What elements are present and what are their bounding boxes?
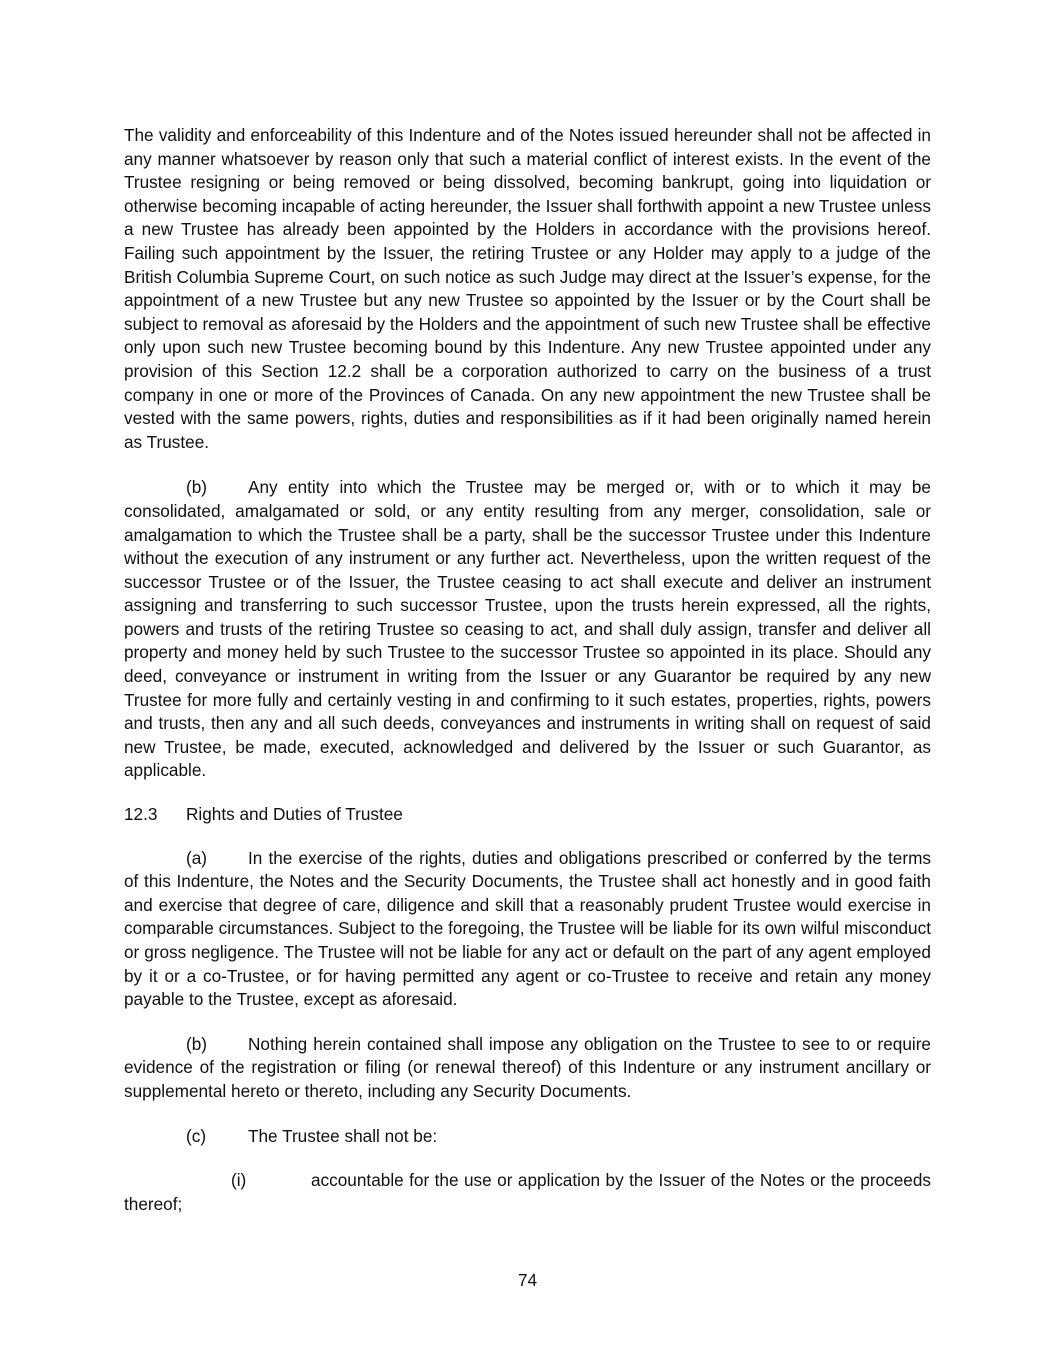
paragraph-label: (c) (186, 1125, 207, 1146)
paragraph-text: Any entity into which the Trustee may be merged or, with or to which it may be consolidated, amalgamated or sold, or any entity resulting from any merger, consolidation, sale or amalgamation to which the Trustee shall be a party, shall be the successor Trustee under this Indenture without the execution of any instrument or any further act. Nevertheless, upon the written request of the successor Trustee or of the Issuer, the Trustee ceasing to act shall execute and deliver an instrument assigning and transferring to such successor Trustee, upon the trusts herein expressed, all the rights, powers and trusts of the retiring Trustee so ceasing to act, and shall duly assign, transfer and deliver all property and money held by such Trustee to the successor Trustee so appointed in its place. Should any deed, conveyance or instrument in writing from the Issuer or any Guarantor be required by any new Trustee for more fully and certainly vesting in and confirming to it such estates, properties, rights, powers and trusts, then any and all such deeds, conveyances and instruments in writing shall on request of said new Trustee, be made, executed, acknowledged and delivered by the Issuer or such Guarantor, as applicable. (124, 477, 931, 781)
paragraph-label: (b) (186, 1033, 208, 1054)
page-number: 74 (517, 1270, 538, 1290)
paragraph-label: (b) (186, 477, 208, 498)
paragraph-trustee-replacement: The validity and enforceability of this Indenture and of the Notes issued hereunder shall not be affected in any manner whatsoever by reason only that such a material conflict of interest exists. In the event of the Trustee resigning or being removed or being dissolved, becoming bankrupt, going into liquidation or otherwise becoming incapable of acting hereunder, the Issuer shall forthwith appoint a new Trustee unless a new Trustee has already been appointed by the Holders in accordance with the provisions hereof. Failing such appointment by the Issuer, the retiring Trustee or any Holder may apply to a judge of the British Columbia Supreme Court, on such notice as such Judge may direct at the Issuer’s expense, for the appointment of a new Trustee but any new Trustee so appointed by the Issuer or by the Court shall be subject to removal as aforesaid by the Holders and the appointment of such new Trustee shall be effective only upon such new Trustee becoming bound by this Indenture. Any new Trustee appointed under any provision of this Section 12.2 shall be a corporation authorized to carry on the business of a trust company in one or more of the Provinces of Canada. On any new appointment the new Trustee shall be vested with the same powers, rights, duties and responsibilities as if it had been originally named herein as Trustee. (124, 125, 931, 452)
paragraph-text: In the exercise of the rights, duties and obligations prescribed or conferred by the terms of this Indenture, the Notes and the Security Documents, the Trustee shall act honestly and in good faith and exercise that degree of care, diligence and skill that a reasonably prudent Trustee would exercise in comparable circumstances. Subject to the foregoing, the Trustee will be liable for its own wilful misconduct or gross negligence. The Trustee will not be liable for any act or default on the part of any agent employed by it or a co-Trustee, or for having permitted any agent or co-Trustee to receive and retain any money payable to the Trustee, except as aforesaid. (124, 847, 931, 1010)
paragraph-b-no-obligation (124, 1033, 931, 1104)
document-page (124, 124, 931, 1216)
section-heading (124, 803, 931, 827)
paragraph-a-duty-of-care (124, 847, 931, 1012)
subparagraph-text: accountable for the use or application by the Issuer of the Notes or the proceeds thereof; (124, 1170, 931, 1214)
paragraph-text: Nothing herein contained shall impose any obligation on the Trustee to see to or require evidence of the registration or filing (or renewal thereof) of this Indenture or any instrument ancillary or supplemental hereto or thereto, including any Security Documents. (124, 1033, 931, 1101)
paragraph-text: The Trustee shall not be: (248, 1125, 438, 1146)
section-number: 12.3 (124, 804, 158, 825)
section-title: Rights and Duties of Trustee (186, 804, 403, 825)
paragraph-c-trustee-shall-not-be (124, 1125, 931, 1149)
subparagraph-label: (i) (231, 1170, 247, 1191)
subparagraph-i-accountability (124, 1169, 931, 1216)
paragraph-b-successor-trustee (124, 476, 931, 783)
paragraph-label: (a) (186, 847, 208, 868)
